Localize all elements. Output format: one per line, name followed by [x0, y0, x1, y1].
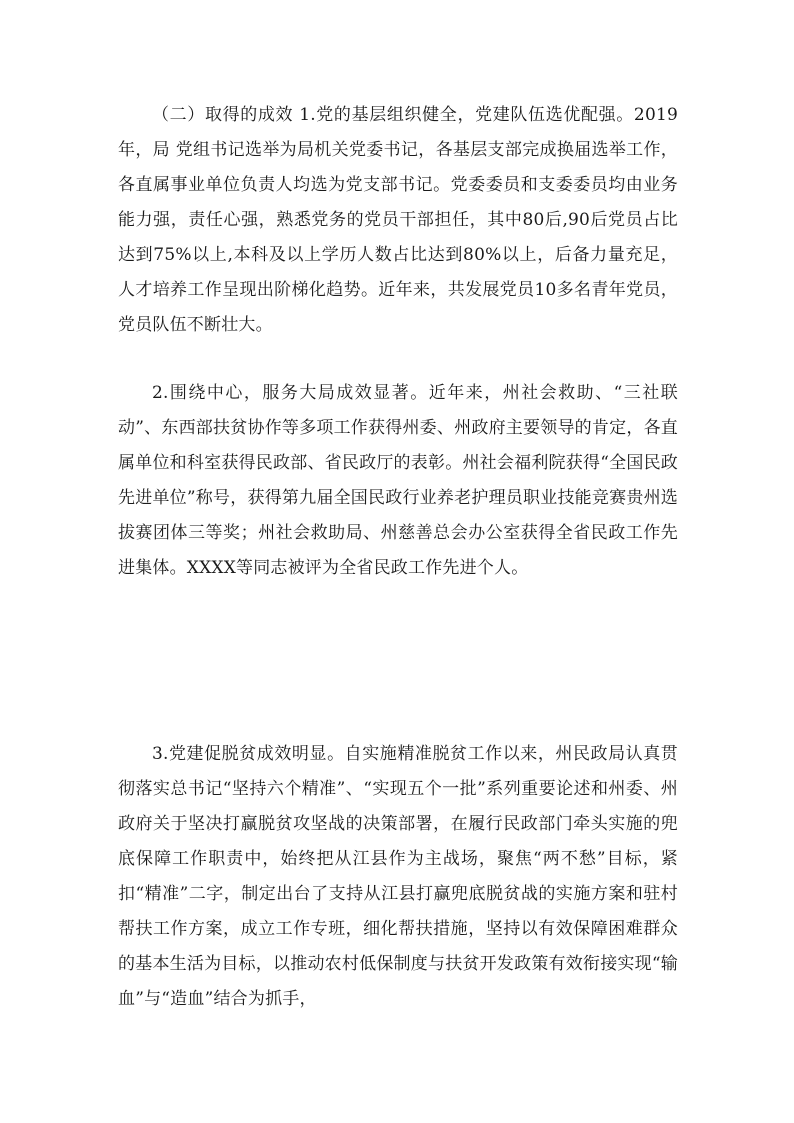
paragraph-poverty-alleviation: 3.党建促脱贫成效明显。自实施精准脱贫工作以来，州民政局认真贯彻落实总书记“坚持六个精准”、“实现五个一批”系列重要论述和州委、州政府关于坚决打赢脱贫攻坚战的决策部署，在履行民政部门牵头实施的兜底保障工作职责中，始终把从江县作为主战场，聚焦“两不愁”目标，紧扣“精准”二字，制定出台了支持从江县打赢兜底脱贫战的实施方案和驻村帮扶工作方案，成立工作专班，细化帮扶措施，坚持以有效保障困难群众的基本生活为目标，以推动农村低保制度与扶贫开发政策有效衔接实现“输血”与“造血”结合为抓手， [118, 744, 678, 1009]
paragraph-achievements-party-organization: （二）取得的成效 1.党的基层组织健全，党建队伍选优配强。2019年，局 党组书记选举为局机关党委书记，各基层支部完成换届选举工作，各直属事业单位负责人均选为党支部书记。党委委员和支委委员均由业务能力强，责任心强，熟悉党务的党员干部担任，其中80后,90后党员占比达到75%以上,本科及以上学历人数占比达到80%以上，后备力量充足，人才培养工作呈现出阶梯化趋势。近年来，共发展党员10多名青年党员，党员队伍不断壮大。 [118, 105, 678, 335]
paragraph-serving-overall-situation: 2.围绕中心，服务大局成效显著。近年来，州社会救助、“三社联动”、东西部扶贫协作等多项工作获得州委、州政府主要领导的肯定，各直属单位和科室获得民政部、省民政厅的表彰。州社会福利院获得“全国民政先进单位”称号，获得第九届全国民政行业养老护理员职业技能竞赛贵州选拔赛团体三等奖；州社会救助局、州慈善总会办公室获得全省民政工作先进集体。XXXX等同志被评为全省民政工作先进个人。 [118, 383, 678, 578]
